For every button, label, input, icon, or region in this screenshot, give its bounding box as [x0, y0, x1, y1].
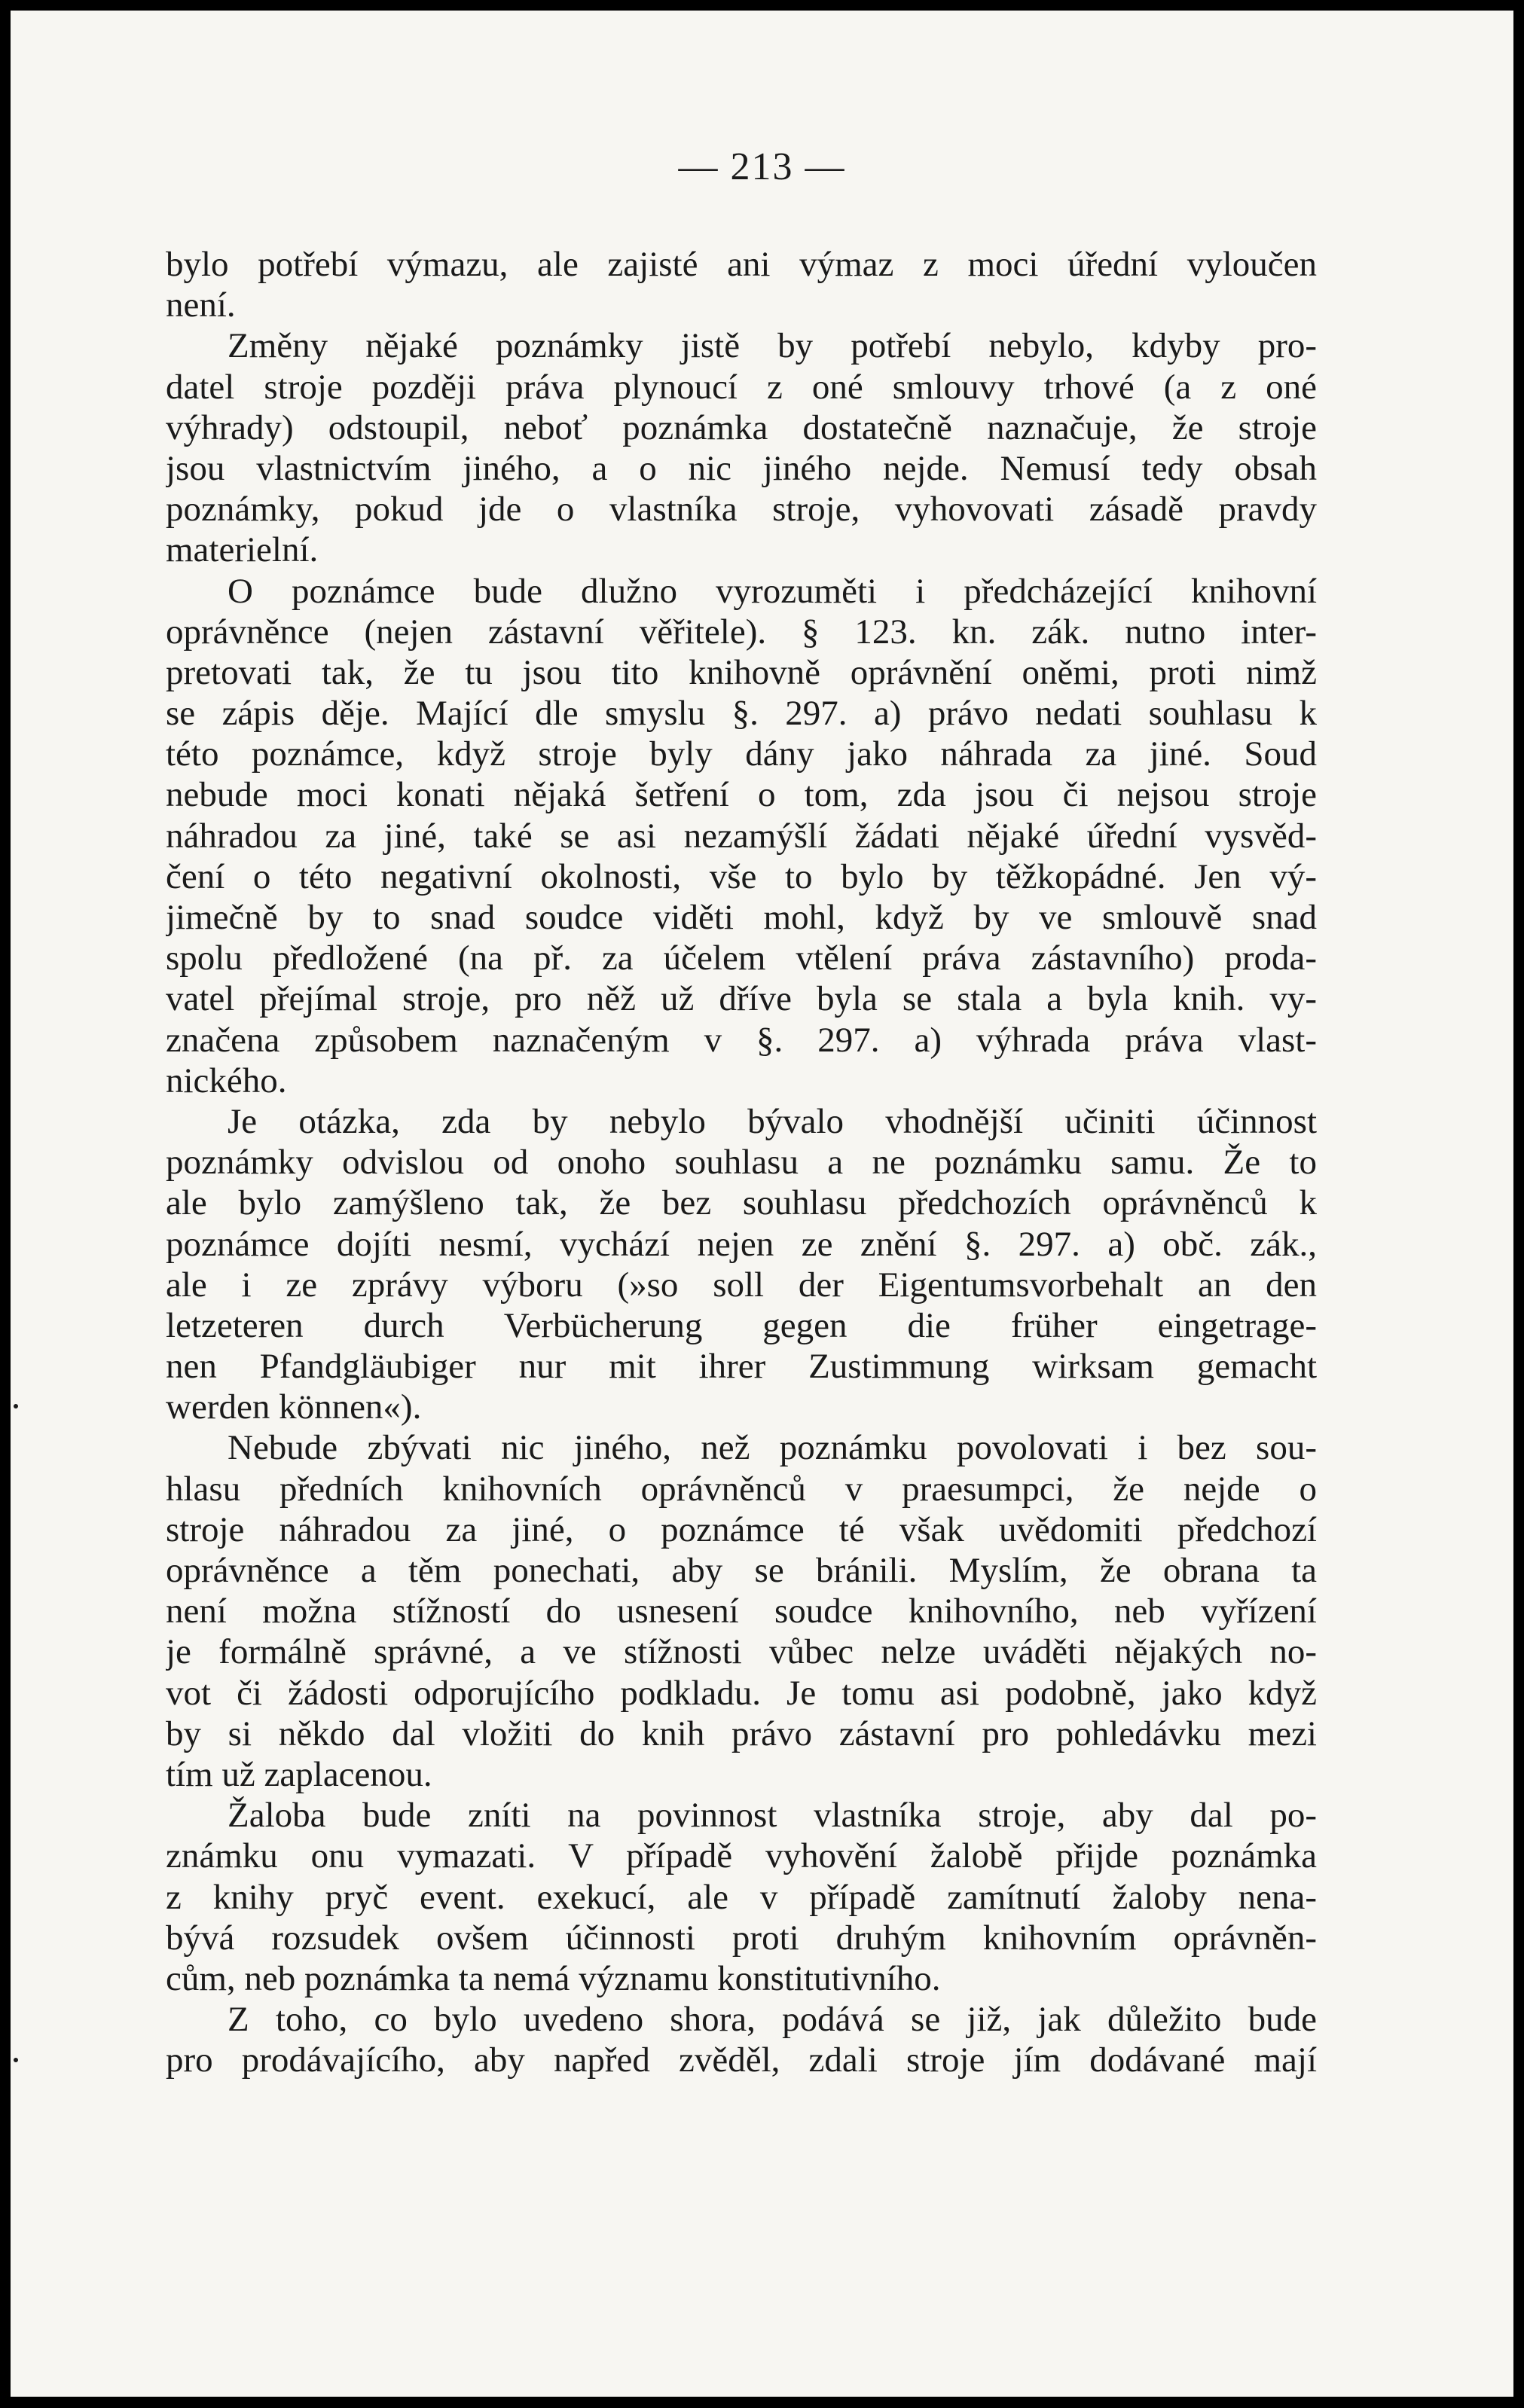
text-line: materielní. — [166, 530, 319, 570]
text-line: datel stroje později práva plynoucí z oné smlouvy trhové (a z oné — [166, 367, 1317, 407]
text-line: oprávněnce a těm ponechati, aby se bránili. Myslím, že obrana ta — [166, 1551, 1317, 1590]
paragraph — [166, 1101, 1317, 1428]
text-line: vatel přejímal stroje, pro něž už dříve byla se stala a byla knih. vy- — [166, 979, 1317, 1019]
paragraph — [166, 571, 1317, 1101]
text-line: vot či žádosti odporujícího podkladu. Je tomu asi podobně, jako když — [166, 1673, 1317, 1713]
text-line: pro prodávajícího, aby napřed zvěděl, zdali stroje jím dodávané mají — [166, 2040, 1317, 2080]
text-line: z knihy pryč event. exekucí, ale v případě zamítnutí žaloby nena- — [166, 1877, 1317, 1917]
text-line: není. — [166, 285, 236, 325]
page-number: — 213 — — [678, 145, 846, 188]
paragraph — [166, 1427, 1317, 1795]
text-line: jimečně by to snad soudce viděti mohl, když by ve smlouvě snad — [166, 898, 1317, 937]
text-line: Změny nějaké poznámky jistě by potřebí nebylo, kdyby pro- — [228, 326, 1317, 366]
text-line: Žaloba bude zníti na povinnost vlastníka stroje, aby dal po- — [228, 1796, 1317, 1836]
text-line: tím už zaplacenou. — [166, 1754, 432, 1794]
paragraph — [166, 244, 1317, 325]
text-line: pretovati tak, že tu jsou tito knihovně oprávnění oněmi, proti nimž — [166, 652, 1317, 692]
text-line: hlasu předních knihovních oprávněnců v praesumpci, že nejde o — [166, 1469, 1317, 1509]
text-line: náhradou za jiné, také se asi nezamýšlí žádati nějaké úřední vysvěd- — [166, 816, 1317, 856]
text-line: oprávněnce (nejen zástavní věřitele). § 123. kn. zák. nutno inter- — [166, 612, 1317, 652]
text-line: výhrady) odstoupil, neboť poznámka dostatečně naznačuje, že stroje — [166, 407, 1317, 447]
text-line: není možna stížností do usnesení soudce knihovního, neb vyřízení — [166, 1592, 1317, 1631]
text-line: značena způsobem naznačeným v §. 297. a) výhrada práva vlast- — [166, 1020, 1317, 1060]
body-text — [166, 244, 1317, 2080]
text-line: poznámce dojíti nesmí, vychází nejen ze znění §. 297. a) obč. zák., — [166, 1224, 1317, 1264]
text-line: Je otázka, zda by nebylo bývalo vhodnější učiniti účinnost — [228, 1101, 1317, 1141]
scan-speck — [14, 2058, 18, 2062]
text-line: bývá rozsudek ovšem účinnosti proti druhým knihovním oprávněn- — [166, 1918, 1317, 1958]
text-line: Nebude zbývati nic jiného, než poznámku povolovati i bez sou- — [228, 1428, 1317, 1468]
text-line: poznámky, pokud jde o vlastníka stroje, vyhovovati zásadě pravdy — [166, 490, 1317, 530]
scan-speck — [14, 1404, 18, 1408]
text-line: známku onu vymazati. V případě vyhovění žalobě přijde poznámka — [166, 1836, 1317, 1876]
paragraph — [166, 1795, 1317, 1999]
text-line: bylo potřebí výmazu, ale zajisté ani výmaz z moci úřední vyloučen — [166, 245, 1317, 284]
text-line: by si někdo dal vložiti do knih právo zástavní pro pohledávku mezi — [166, 1714, 1317, 1753]
text-line: poznámky odvislou od onoho souhlasu a ne poznámku samu. Že to — [166, 1143, 1317, 1183]
paragraph — [166, 1999, 1317, 2080]
text-line: jsou vlastnictvím jiného, a o nic jiného nejde. Nemusí tedy obsah — [166, 448, 1317, 488]
text-line: ale bylo zamýšleno tak, že bez souhlasu předchozích oprávněnců k — [166, 1183, 1317, 1223]
text-line: letzeteren durch Verbücherung gegen die früher eingetrage- — [166, 1305, 1317, 1345]
text-line: cům, neb poznámka ta nemá významu konstitutivního. — [166, 1958, 941, 1998]
text-line: stroje náhradou za jiné, o poznámce té však uvědomiti předchozí — [166, 1509, 1317, 1549]
paragraph — [166, 325, 1317, 570]
text-line: této poznámce, když stroje byly dány jako náhrada za jiné. Soud — [166, 734, 1317, 774]
text-line: O poznámce bude dlužno vyrozuměti i předcházející knihovní — [228, 571, 1317, 611]
text-line: ale i ze zprávy výboru (»so soll der Eigentumsvorbehalt an den — [166, 1265, 1317, 1305]
text-line: spolu předložené (na př. za účelem vtělení práva zástavního) proda- — [166, 938, 1317, 978]
text-line: werden können«). — [166, 1387, 422, 1427]
scanned-page — [11, 11, 1513, 2397]
text-line: nen Pfandgläubiger nur mit ihrer Zustimmung wirksam gemacht — [166, 1347, 1317, 1387]
text-line: nického. — [166, 1061, 287, 1100]
text-line: je formálně správné, a ve stížnosti vůbec nelze uváděti nějakých no- — [166, 1632, 1317, 1672]
text-line: čení o této negativní okolnosti, vše to bylo by těžkopádné. Jen vý- — [166, 856, 1317, 896]
text-line: se zápis děje. Mající dle smyslu §. 297. a) právo nedati souhlasu k — [166, 694, 1317, 734]
text-line: Z toho, co bylo uvedeno shora, podává se již, jak důležito bude — [228, 2000, 1317, 2040]
text-line: nebude moci konati nějaká šetření o tom, zda jsou či nejsou stroje — [166, 775, 1317, 815]
